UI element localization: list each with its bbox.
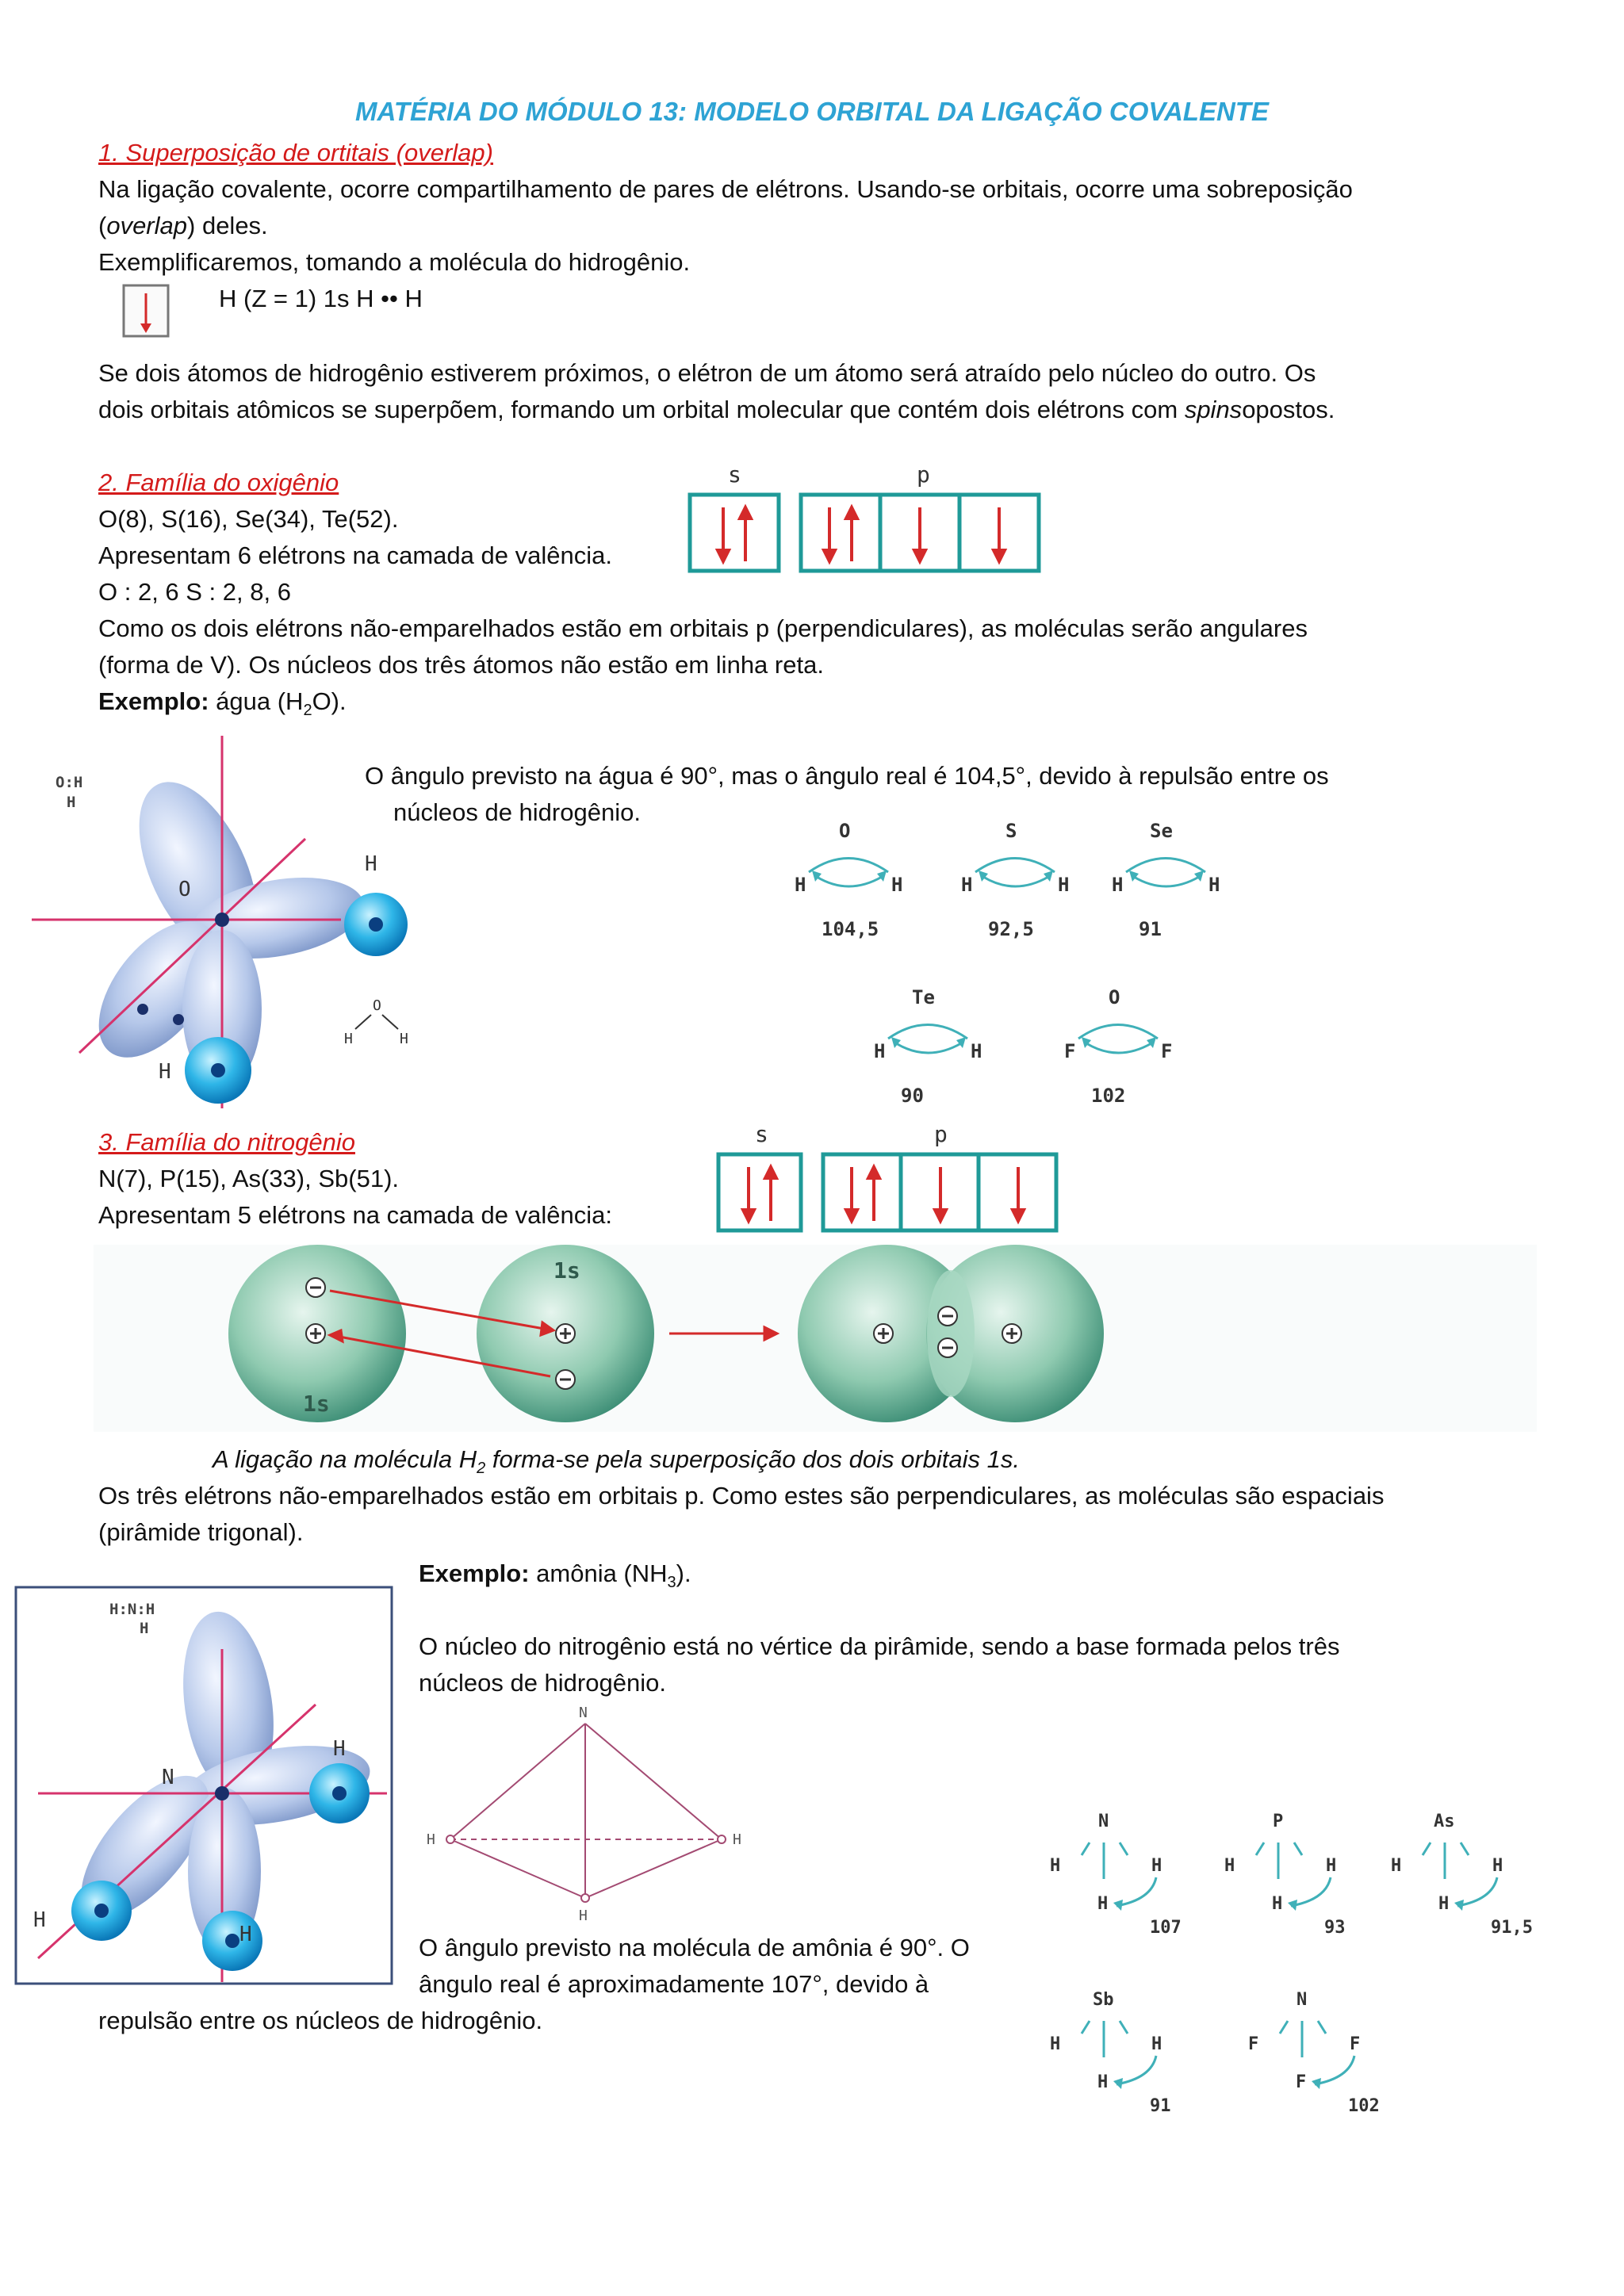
model-hydrogen-label-bottom: H [239, 1923, 252, 1946]
angle-right-atom: H [1151, 2034, 1162, 2054]
angle-center-atom: Te [912, 986, 935, 1008]
oxygen-explanation: Como os dois elétrons não-emparelhados estão em orbitais p (perpendiculares), as moléculas serão angulares [98, 614, 1308, 642]
angle-value: 93 [1324, 1918, 1346, 1938]
angle-right-atom: H [971, 1040, 982, 1062]
pyramid-h-bottom: H [579, 1908, 588, 1924]
pyramid-h-right: H [733, 1831, 741, 1848]
s1-paragraph-line: Na ligação covalente, ocorre compartilhamento de pares de elétrons. Usando-se orbitais, ocorre uma sobreposição [98, 175, 1353, 203]
water-example: Exemplo: água $(H_2O)$. [98, 687, 347, 720]
angle-center-atom: P [1273, 1812, 1284, 1831]
s1-paragraph-line-2: (overlap) deles. [98, 212, 268, 239]
bond-line [1120, 2021, 1128, 2034]
angle-left-atom: F [1064, 1040, 1076, 1062]
angle-right-atom: H [891, 874, 903, 896]
angle-left-atom: H [1224, 1856, 1235, 1876]
bond-arc [975, 859, 1055, 873]
angle-center-atom: As [1434, 1812, 1455, 1831]
section-3-heading: 3. Família do nitrogênio [98, 1128, 355, 1156]
ammonia-lewis-structure-bottom: H [140, 1620, 149, 1637]
angle-center-atom: O [1109, 986, 1120, 1008]
ammonia-angle-text-line-2: ângulo real é aproximadamente 107°, devido à [419, 1970, 929, 1998]
angle-right-atom: F [1350, 2034, 1361, 2054]
model-hydrogen-label-left: H [33, 1908, 46, 1932]
angle-value: 104,5 [822, 918, 879, 940]
angle-bottom-atom: H [1272, 1894, 1283, 1914]
angle-value: 91,5 [1491, 1918, 1533, 1938]
pyramidal-angle-diagram [1050, 1812, 1182, 1938]
angle-right-atom: F [1161, 1040, 1173, 1062]
angle-bottom-atom: H [1438, 1894, 1450, 1914]
mini-o-label: O [373, 997, 381, 1014]
bond-arc [888, 1025, 967, 1039]
angle-left-atom: H [1112, 874, 1124, 896]
page-title: MATÉRIA DO MÓDULO 13: MODELO ORBITAL DA LIGAÇÃO COVALENTE [355, 97, 1269, 126]
bond-line [1120, 1843, 1128, 1855]
bond-line [1280, 2021, 1288, 2034]
angle-value: 91 [1139, 918, 1162, 940]
angle-bottom-atom: H [1097, 2072, 1109, 2092]
water-mini-structure [333, 991, 420, 1047]
nitrogen-explanation-line-2: (pirâmide trigonal). [98, 1518, 304, 1546]
mini-h-right: H [400, 1031, 408, 1047]
model-hydrogen-label-bottom: H [159, 1060, 171, 1084]
ammonia-angle-text-line-3: repulsão entre os núcleos de hidrogênio. [98, 2007, 543, 2034]
water-angle-text: O ângulo previsto na água é 90°, mas o ângulo real é 104,5°, devido à repulsão entre os [365, 762, 1329, 790]
orbital-1s-label-right: 1s [553, 1257, 580, 1284]
h2-caption: A ligação na molécula $H_2$ forma-se pela superposição dos dois orbitais 1s. [213, 1445, 1021, 1478]
angle-arc [817, 877, 882, 886]
ammonia-angle-text: O ângulo previsto na molécula de amônia é 90°. O [419, 1934, 970, 1961]
angle-value: 90 [901, 1085, 924, 1107]
bond-arc [1078, 1025, 1158, 1039]
angle-left-atom: H [961, 874, 973, 896]
pyramidal-angle-diagram [1248, 1990, 1380, 2116]
model-oxygen-label: O [178, 878, 191, 901]
bent-angle-diagram [795, 820, 902, 940]
bond-arc [1126, 859, 1205, 873]
arc-arrowhead [1312, 2078, 1321, 2089]
angle-right-atom: H [1151, 1856, 1162, 1876]
nitrogen-angle-diagrams [1031, 1792, 1570, 2125]
angle-center-atom: N [1297, 1990, 1308, 2010]
angle-center-atom: S [1005, 820, 1017, 842]
oxygen-orbital-boxes [682, 460, 1047, 579]
angle-left-atom: H [1391, 1856, 1402, 1876]
h2-overlap-diagram [94, 1245, 1124, 1432]
angle-right-atom: H [1208, 874, 1220, 896]
bond-line [1461, 1843, 1469, 1855]
hydrogen-formula: H (Z = 1) 1s H •• H [219, 285, 423, 312]
pyramid-h-left: H [427, 1831, 435, 1848]
angle-left-atom: H [1050, 2034, 1061, 2054]
bent-angle-diagram [1064, 986, 1172, 1107]
angle-right-atom: H [1058, 874, 1070, 896]
angle-value: 107 [1150, 1918, 1182, 1938]
nitrogen-family-elements: N(7), P(15), As(33), Sb(51). [98, 1165, 400, 1192]
angle-value: 102 [1091, 1085, 1126, 1107]
angle-value: 102 [1348, 2096, 1380, 2116]
bond-line [1082, 2021, 1090, 2034]
ammonia-nucleus-text-line-2: núcleos de hidrogênio. [419, 1669, 666, 1697]
bond-line [1294, 1843, 1302, 1855]
arc-arrowhead [1113, 2078, 1123, 2089]
bent-angle-diagram [874, 986, 982, 1107]
arc-arrowhead [1113, 1900, 1123, 1911]
nitrogen-orbital-boxes [710, 1119, 1067, 1238]
angle-arc [896, 1043, 961, 1053]
angle-left-atom: H [1050, 1856, 1061, 1876]
bond-line [1318, 2021, 1326, 2034]
ammonia-nucleus-text: O núcleo do nitrogênio está no vértice da pirâmide, sendo a base formada pelos três [419, 1632, 1340, 1660]
angle-right-atom: H [1326, 1856, 1337, 1876]
angle-center-atom: N [1098, 1812, 1109, 1831]
pyramidal-angle-diagram [1391, 1812, 1533, 1938]
angle-arc [1134, 877, 1199, 886]
angle-center-atom: Sb [1093, 1990, 1114, 2010]
angle-right-atom: H [1492, 1856, 1503, 1876]
bent-angle-diagram [1112, 820, 1220, 940]
orbital-1s-label-left: 1s [303, 1391, 330, 1417]
angle-left-atom: H [795, 874, 806, 896]
ammonia-pyramid [420, 1701, 769, 1931]
hydrogen-orbital-box [117, 282, 186, 341]
nitrogen-valence-text: Apresentam 5 elétrons na camada de valência: [98, 1201, 612, 1229]
arc-arrowhead [1288, 1900, 1297, 1911]
pyramidal-angle-diagram [1050, 1990, 1171, 2116]
water-orbital-model [32, 736, 377, 1108]
bond-line [1423, 1843, 1431, 1855]
orbital-s-label: s [755, 1121, 768, 1147]
oxygen-configuration: O : 2, 6 S : 2, 8, 6 [98, 578, 291, 606]
mini-h-left: H [344, 1031, 353, 1047]
nitrogen-explanation: Os três elétrons não-emparelhados estão em orbitais p. Como estes são perpendiculares, as moléculas são espaciais [98, 1482, 1385, 1510]
arc-arrowhead [1454, 1900, 1464, 1911]
section-1-heading: 1. Superposição de ortitais (overlap) [98, 139, 493, 166]
angle-value: 92,5 [988, 918, 1034, 940]
oxygen-valence-text: Apresentam 6 elétrons na camada de valência. [98, 541, 612, 569]
angle-bottom-atom: F [1296, 2072, 1307, 2092]
ammonia-orbital-model [14, 1586, 393, 1985]
orbital-p-label: p [917, 461, 930, 488]
oxygen-family-elements: O(8), S(16), Se(34), Te(52). [98, 505, 399, 533]
angle-center-atom: Se [1150, 820, 1173, 842]
angle-arc [1086, 1043, 1151, 1053]
angle-left-atom: F [1248, 2034, 1259, 2054]
s1-example-intro: Exemplificaremos, tomando a molécula do hidrogênio. [98, 248, 691, 276]
water-right-hydrogen [341, 864, 412, 983]
bond-line [1082, 1843, 1090, 1855]
orbital-p-label: p [934, 1121, 948, 1147]
model-nitrogen-label: N [162, 1766, 174, 1789]
bent-angle-diagram [961, 820, 1069, 940]
ammonia-lewis-structure: H:N:H [109, 1601, 155, 1618]
water-lewis-structure: O:H [56, 774, 83, 791]
model-hydrogen-label-right: H [333, 1737, 346, 1761]
oxygen-angle-diagrams [730, 801, 1237, 1110]
angle-value: 91 [1150, 2096, 1171, 2116]
orbital-s-label: s [728, 461, 741, 488]
water-lewis-structure-bottom: H [67, 794, 76, 811]
bond-arc [809, 859, 888, 873]
s1-paragraph-3-line-2: dois orbitais atômicos se superpõem, formando um orbital molecular que contém dois elétrons com spinsopostos. [98, 396, 1335, 423]
oxygen-explanation-line-2: (forma de V). Os núcleos dos três átomos não estão em linha reta. [98, 651, 824, 679]
angle-left-atom: H [874, 1040, 886, 1062]
angle-center-atom: O [839, 820, 851, 842]
angle-arc [983, 877, 1048, 886]
section-2-heading: 2. Família do oxigênio [98, 469, 339, 496]
s1-paragraph-3: Se dois átomos de hidrogênio estiverem próximos, o elétron de um átomo será atraído pelo núcleo do outro. Os [98, 359, 1316, 387]
ammonia-example: Exemplo: amônia $(NH_3)$. [419, 1559, 691, 1592]
model-hydrogen-label-right: H [365, 852, 377, 876]
pyramidal-angle-diagram [1224, 1812, 1346, 1938]
angle-bottom-atom: H [1097, 1894, 1109, 1914]
pyramid-n-label: N [579, 1705, 588, 1721]
water-angle-text-line-2: núcleos de hidrogênio. [393, 798, 641, 826]
bond-line [1256, 1843, 1264, 1855]
